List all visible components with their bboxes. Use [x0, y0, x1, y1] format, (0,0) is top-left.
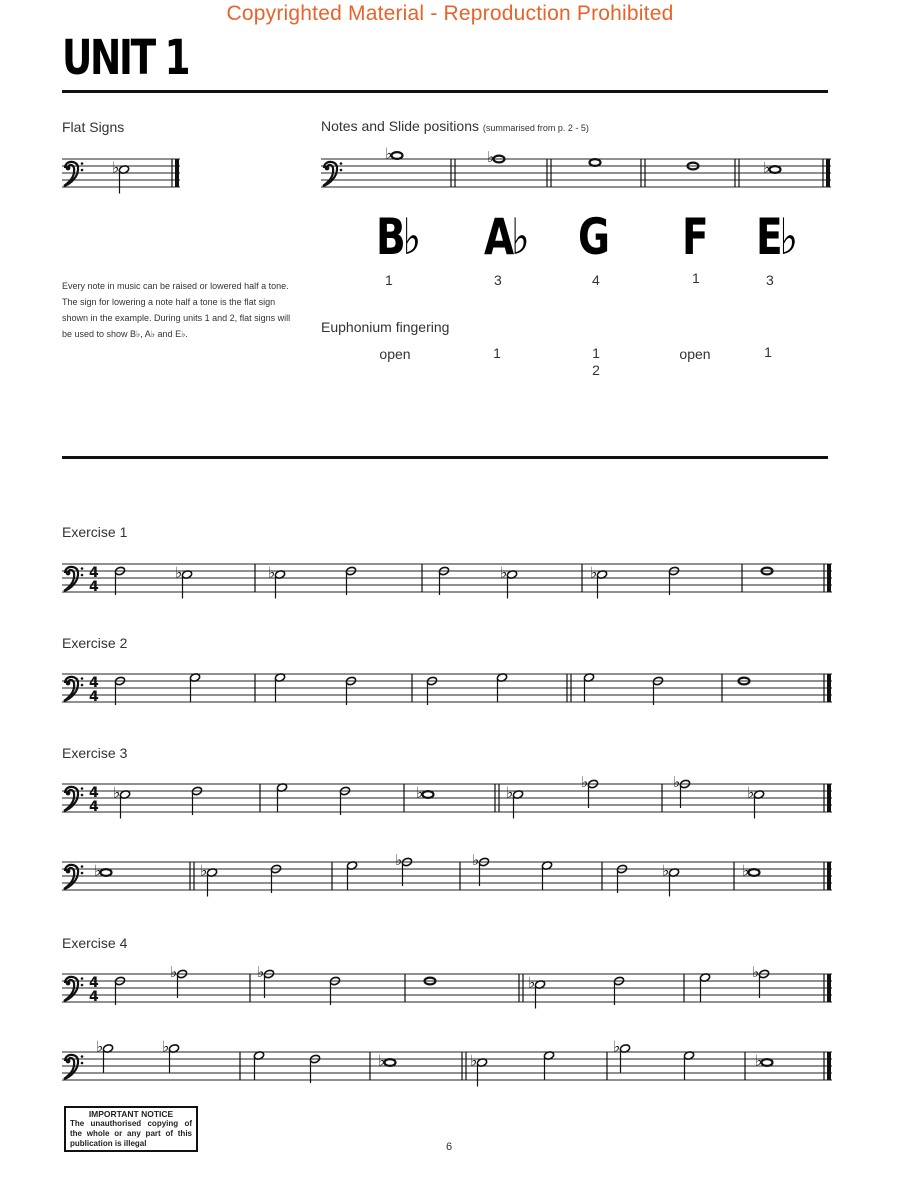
exercise-2-staff — [62, 670, 832, 710]
flat-sign: ♭ — [257, 963, 265, 981]
time-signature-bottom: 4 — [89, 989, 99, 1005]
fingering-value: open — [679, 346, 711, 362]
clef-dot — [81, 984, 84, 987]
fingering-value: 1 — [764, 344, 772, 360]
time-signature-top: 4 — [89, 565, 99, 581]
flat-sign: ♭ — [500, 563, 508, 582]
flat-sign: ♭ — [613, 1037, 621, 1056]
clef-dot — [81, 169, 84, 172]
flat-sign: ♭ — [528, 973, 536, 992]
clef-dot — [340, 162, 343, 165]
flat-sign: ♭ — [96, 1037, 104, 1056]
note-head — [749, 869, 760, 876]
time-signature-bottom: 4 — [89, 799, 99, 815]
final-barline — [827, 974, 831, 1002]
watermark: Copyrighted Material - Reproduction Prohibited — [226, 2, 674, 25]
clef-dot — [66, 981, 71, 986]
notes-section-title: Notes and Slide positions — [321, 118, 479, 134]
time-signature-bottom: 4 — [89, 579, 99, 595]
notice-title: IMPORTANT NOTICE — [88, 1109, 174, 1119]
clef-dot — [325, 166, 330, 171]
fingering-value: 1 2 — [592, 345, 600, 378]
final-barline — [827, 1052, 831, 1080]
bass-clef — [64, 162, 78, 186]
bass-clef — [64, 787, 78, 811]
flat-sign: ♭ — [590, 563, 598, 582]
final-barline — [827, 862, 831, 890]
note-name: A♭ — [484, 208, 527, 266]
flat-sign: ♭ — [662, 861, 670, 880]
flat-sign: ♭ — [506, 783, 514, 802]
final-barline — [827, 674, 831, 702]
fingering-value: open — [379, 346, 411, 362]
slide-position: 3 — [494, 272, 502, 288]
notes-staff — [321, 144, 831, 195]
flat-sign: ♭ — [416, 783, 424, 802]
important-notice — [64, 1106, 198, 1152]
clef-dot — [66, 166, 71, 171]
clef-dot — [81, 865, 84, 868]
clef-dot — [81, 872, 84, 875]
note-name: G — [578, 208, 607, 266]
note-head — [392, 152, 403, 159]
page-number: 6 — [446, 1141, 453, 1153]
note-head — [423, 791, 434, 798]
flat-sign: ♭ — [94, 861, 102, 880]
time-signature-bottom: 4 — [89, 689, 99, 705]
unit-title: UNIT 1 — [62, 30, 189, 86]
flat-sign: ♭ — [581, 773, 589, 791]
bass-clef — [64, 677, 78, 701]
exercise-3-staff-1 — [62, 773, 832, 820]
clef-dot — [81, 1062, 84, 1065]
flat-sign: ♭ — [472, 851, 480, 869]
clef-dot — [81, 977, 84, 980]
bass-clef — [64, 977, 78, 1001]
flat-sign: ♭ — [112, 158, 120, 177]
notes-section-sublabel: (summarised from p. 2 - 5) — [482, 123, 589, 133]
bass-clef — [64, 1055, 78, 1079]
flat-sign: ♭ — [175, 563, 183, 582]
clef-dot — [81, 162, 84, 165]
time-signature-top: 4 — [89, 785, 99, 801]
flat-signs-paragraph: Every note in music can be raised or lowered half a tone. The sign for lowering a note half a tone is the flat sign shown in the example. During units 1 and 2, flat signs will be used to show B♭, A♭ and E♭. — [62, 281, 291, 339]
final-barline — [826, 159, 830, 187]
clef-dot — [340, 169, 343, 172]
flat-signs-label: Flat Signs — [62, 119, 125, 135]
flat-sign: ♭ — [200, 861, 208, 880]
exercise-label: Exercise 3 — [62, 745, 128, 761]
note-name: F — [682, 208, 706, 266]
clef-dot — [66, 791, 71, 796]
flat-sign: ♭ — [470, 1051, 478, 1070]
clef-dot — [66, 869, 71, 874]
clef-dot — [81, 684, 84, 687]
clef-dot — [81, 574, 84, 577]
clef-dot — [81, 794, 84, 797]
exercise-label: Exercise 4 — [62, 935, 128, 951]
flat-sign: ♭ — [395, 851, 403, 869]
notes-section-label — [321, 118, 589, 134]
flat-sign: ♭ — [162, 1037, 170, 1056]
flat-sign: ♭ — [673, 773, 681, 791]
fingering-label: Euphonium fingering — [321, 319, 450, 335]
final-barline — [827, 564, 831, 592]
clef-dot — [66, 681, 71, 686]
flat-sign: ♭ — [752, 963, 760, 981]
clef-dot — [66, 571, 71, 576]
flat-sign: ♭ — [755, 1051, 763, 1070]
note-head — [385, 1059, 396, 1066]
flat-sign: ♭ — [747, 783, 755, 802]
exercise-4-staff-2 — [62, 1037, 832, 1088]
slide-position: 1 — [385, 272, 393, 288]
clef-dot — [81, 787, 84, 790]
final-barline — [827, 784, 831, 812]
final-barline — [175, 159, 179, 187]
time-signature-top: 4 — [89, 975, 99, 991]
flat-sign: ♭ — [742, 861, 750, 880]
flat-sign: ♭ — [268, 563, 276, 582]
exercise-4-staff-1 — [62, 963, 832, 1010]
fingering-value: 1 — [493, 345, 501, 361]
clef-dot — [81, 677, 84, 680]
clef-dot — [66, 1059, 71, 1064]
top-rule — [62, 90, 828, 93]
clef-dot — [81, 1055, 84, 1058]
note-head — [590, 159, 601, 166]
note-name: E♭ — [756, 208, 795, 266]
flat-sign: ♭ — [763, 158, 771, 177]
note-head — [762, 1059, 773, 1066]
flat-sign: ♭ — [113, 783, 121, 802]
bass-clef — [64, 567, 78, 591]
exercise-label: Exercise 1 — [62, 524, 128, 540]
notice-body: The unauthorised copying of the whole or any part of this publication is illegal — [70, 1119, 192, 1148]
slide-position: 3 — [766, 272, 774, 288]
clef-dot — [81, 567, 84, 570]
time-signature-top: 4 — [89, 675, 99, 691]
note-head — [101, 869, 112, 876]
middle-rule — [62, 456, 828, 459]
exercise-1-staff — [62, 560, 832, 600]
note-name: B♭ — [376, 208, 418, 266]
flat-sign: ♭ — [487, 148, 495, 166]
bass-clef — [323, 162, 337, 186]
flat-sign-staff — [62, 155, 182, 195]
flat-sign: ♭ — [170, 963, 178, 981]
bass-clef — [64, 865, 78, 889]
flat-sign: ♭ — [378, 1051, 386, 1070]
exercise-3-staff-2 — [62, 851, 832, 898]
slide-position: 1 — [692, 270, 700, 286]
exercise-label: Exercise 2 — [62, 635, 128, 651]
flat-sign: ♭ — [385, 144, 393, 163]
note-head — [770, 166, 781, 173]
slide-position: 4 — [592, 272, 600, 288]
